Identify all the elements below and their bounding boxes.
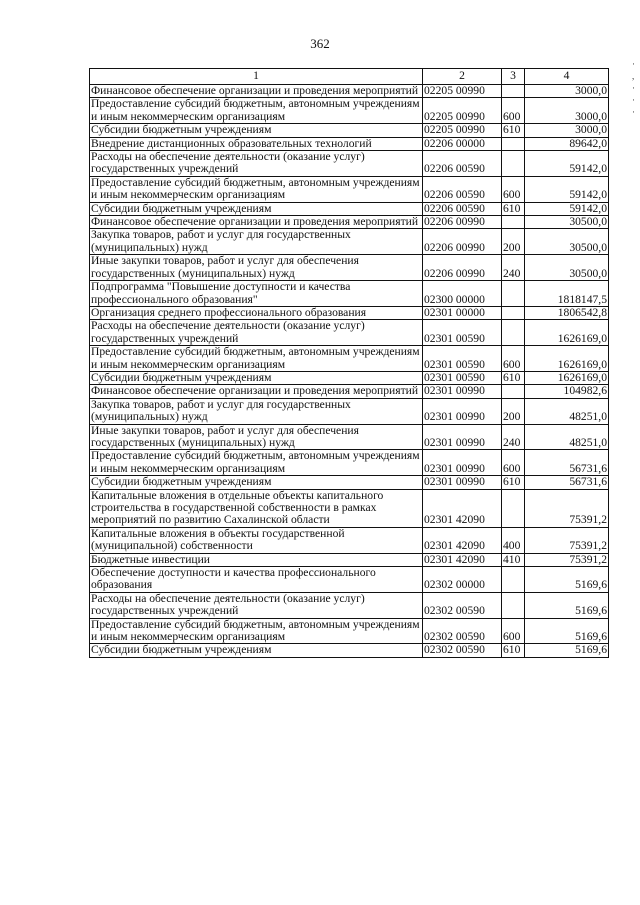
amount-cell: 30500,0	[525, 216, 609, 229]
target-code-cell: 02301 00990	[423, 450, 502, 476]
expense-name-cell: Обеспечение доступности и качества профессионального образования	[90, 567, 423, 593]
target-code-cell: 02301 00990	[423, 476, 502, 489]
expense-type-cell	[502, 137, 525, 150]
target-code-cell: 02301 00990	[423, 424, 502, 450]
table-row	[90, 489, 609, 527]
table-row	[90, 385, 609, 398]
table-row	[90, 176, 609, 202]
expense-name-cell: Внедрение дистанционных образовательных технологий	[90, 137, 423, 150]
expense-type-cell: 400	[502, 527, 525, 553]
table-row	[90, 476, 609, 489]
margin-marks: · , · · ·	[632, 59, 635, 117]
expense-type-cell: 610	[502, 476, 525, 489]
table-row	[90, 398, 609, 424]
amount-cell: 75391,2	[525, 527, 609, 553]
expense-type-cell	[502, 85, 525, 98]
expense-type-cell	[502, 592, 525, 618]
expense-name-cell: Капитальные вложения в отдельные объекты капитального строительства в государственной собственности в рамках мероприятий по развитию Сахалинской области	[90, 489, 423, 527]
expense-type-cell	[502, 151, 525, 177]
amount-cell: 5169,6	[525, 644, 609, 657]
amount-cell: 1818147,5	[525, 281, 609, 307]
column-header: 2	[423, 69, 502, 85]
expense-name-cell: Предоставление субсидий бюджетным, автономным учреждениям и иным некоммерческим организациям	[90, 176, 423, 202]
table-row	[90, 151, 609, 177]
amount-cell: 3000,0	[525, 124, 609, 137]
expense-name-cell: Субсидии бюджетным учреждениям	[90, 124, 423, 137]
expense-type-cell	[502, 567, 525, 593]
target-code-cell: 02302 00590	[423, 592, 502, 618]
amount-cell: 75391,2	[525, 489, 609, 527]
expense-type-cell: 600	[502, 346, 525, 372]
expense-type-cell	[502, 216, 525, 229]
budget-table	[89, 68, 609, 658]
expense-name-cell: Капитальные вложения в объекты государственной (муниципальной) собственности	[90, 527, 423, 553]
expense-type-cell: 610	[502, 124, 525, 137]
expense-name-cell: Предоставление субсидий бюджетным, автономным учреждениям и иным некоммерческим организациям	[90, 98, 423, 124]
amount-cell: 1806542,8	[525, 306, 609, 319]
amount-cell: 104982,6	[525, 385, 609, 398]
target-code-cell: 02206 00000	[423, 137, 502, 150]
amount-cell: 5169,6	[525, 592, 609, 618]
expense-name-cell: Субсидии бюджетным учреждениям	[90, 202, 423, 215]
target-code-cell: 02301 42090	[423, 553, 502, 566]
expense-name-cell: Финансовое обеспечение организации и проведения мероприятий	[90, 385, 423, 398]
expense-name-cell: Иные закупки товаров, работ и услуг для обеспечения государственных (муниципальных) нужд	[90, 424, 423, 450]
expense-type-cell	[502, 489, 525, 527]
amount-cell: 1626169,0	[525, 371, 609, 384]
target-code-cell: 02300 00000	[423, 281, 502, 307]
target-code-cell: 02206 00590	[423, 202, 502, 215]
expense-type-cell: 200	[502, 229, 525, 255]
target-code-cell: 02301 00990	[423, 398, 502, 424]
amount-cell: 30500,0	[525, 229, 609, 255]
table-row	[90, 320, 609, 346]
table-row	[90, 618, 609, 644]
expense-name-cell: Субсидии бюджетным учреждениям	[90, 371, 423, 384]
expense-type-cell: 610	[502, 371, 525, 384]
amount-cell: 48251,0	[525, 398, 609, 424]
target-code-cell: 02206 00990	[423, 229, 502, 255]
amount-cell: 48251,0	[525, 424, 609, 450]
target-code-cell: 02301 42090	[423, 489, 502, 527]
amount-cell: 89642,0	[525, 137, 609, 150]
expense-name-cell: Субсидии бюджетным учреждениям	[90, 644, 423, 657]
target-code-cell: 02205 00990	[423, 124, 502, 137]
table-row	[90, 124, 609, 137]
table-row	[90, 450, 609, 476]
expense-type-cell	[502, 281, 525, 307]
table-row	[90, 98, 609, 124]
table-row	[90, 424, 609, 450]
table-row	[90, 553, 609, 566]
column-header: 3	[502, 69, 525, 85]
expense-name-cell: Субсидии бюджетным учреждениям	[90, 476, 423, 489]
expense-name-cell: Предоставление субсидий бюджетным, автономным учреждениям и иным некоммерческим организациям	[90, 450, 423, 476]
target-code-cell: 02301 00000	[423, 306, 502, 319]
target-code-cell: 02206 00590	[423, 151, 502, 177]
expense-name-cell: Организация среднего профессионального образования	[90, 306, 423, 319]
amount-cell: 59142,0	[525, 151, 609, 177]
expense-name-cell: Расходы на обеспечение деятельности (оказание услуг) государственных учреждений	[90, 592, 423, 618]
table-row	[90, 567, 609, 593]
expense-name-cell: Расходы на обеспечение деятельности (оказание услуг) государственных учреждений	[90, 151, 423, 177]
expense-type-cell: 600	[502, 450, 525, 476]
expense-name-cell: Предоставление субсидий бюджетным, автономным учреждениям и иным некоммерческим организациям	[90, 346, 423, 372]
amount-cell: 3000,0	[525, 98, 609, 124]
expense-type-cell: 600	[502, 618, 525, 644]
amount-cell: 1626169,0	[525, 346, 609, 372]
amount-cell: 5169,6	[525, 567, 609, 593]
target-code-cell: 02301 00590	[423, 346, 502, 372]
table-row	[90, 306, 609, 319]
amount-cell: 59142,0	[525, 176, 609, 202]
amount-cell: 1626169,0	[525, 320, 609, 346]
column-header: 1	[90, 69, 423, 85]
table-row	[90, 255, 609, 281]
table-row	[90, 592, 609, 618]
target-code-cell: 02301 00590	[423, 371, 502, 384]
amount-cell: 3000,0	[525, 85, 609, 98]
target-code-cell: 02206 00990	[423, 255, 502, 281]
expense-type-cell: 610	[502, 644, 525, 657]
expense-name-cell: Закупка товаров, работ и услуг для государственных (муниципальных) нужд	[90, 398, 423, 424]
target-code-cell: 02301 00590	[423, 320, 502, 346]
target-code-cell: 02302 00590	[423, 644, 502, 657]
expense-type-cell: 600	[502, 176, 525, 202]
expense-name-cell: Расходы на обеспечение деятельности (оказание услуг) государственных учреждений	[90, 320, 423, 346]
expense-name-cell: Финансовое обеспечение организации и проведения мероприятий	[90, 85, 423, 98]
target-code-cell: 02206 00590	[423, 176, 502, 202]
target-code-cell: 02302 00000	[423, 567, 502, 593]
target-code-cell: 02302 00590	[423, 618, 502, 644]
expense-name-cell: Закупка товаров, работ и услуг для государственных (муниципальных) нужд	[90, 229, 423, 255]
table-row	[90, 371, 609, 384]
expense-type-cell: 410	[502, 553, 525, 566]
expense-type-cell	[502, 306, 525, 319]
expense-name-cell: Финансовое обеспечение организации и проведения мероприятий	[90, 216, 423, 229]
expense-name-cell: Подпрограмма "Повышение доступности и качества профессионального образования"	[90, 281, 423, 307]
table-row	[90, 216, 609, 229]
table-header-row	[90, 69, 609, 85]
table-row	[90, 644, 609, 657]
amount-cell: 59142,0	[525, 202, 609, 215]
target-code-cell: 02301 00990	[423, 385, 502, 398]
target-code-cell: 02206 00990	[423, 216, 502, 229]
amount-cell: 5169,6	[525, 618, 609, 644]
amount-cell: 56731,6	[525, 450, 609, 476]
target-code-cell: 02205 00990	[423, 85, 502, 98]
table-row	[90, 85, 609, 98]
page-number: 362	[310, 36, 330, 51]
table-row	[90, 527, 609, 553]
table-row	[90, 281, 609, 307]
amount-cell: 75391,2	[525, 553, 609, 566]
expense-name-cell: Иные закупки товаров, работ и услуг для обеспечения государственных (муниципальных) нужд	[90, 255, 423, 281]
amount-cell: 56731,6	[525, 476, 609, 489]
expense-type-cell: 610	[502, 202, 525, 215]
expense-name-cell: Бюджетные инвестиции	[90, 553, 423, 566]
table-row	[90, 202, 609, 215]
expense-type-cell	[502, 320, 525, 346]
amount-cell: 30500,0	[525, 255, 609, 281]
target-code-cell: 02205 00990	[423, 98, 502, 124]
expense-type-cell	[502, 385, 525, 398]
target-code-cell: 02301 42090	[423, 527, 502, 553]
table-row	[90, 229, 609, 255]
expense-type-cell: 240	[502, 255, 525, 281]
table-row	[90, 346, 609, 372]
expense-type-cell: 240	[502, 424, 525, 450]
expense-type-cell: 200	[502, 398, 525, 424]
table-row	[90, 137, 609, 150]
column-header: 4	[525, 69, 609, 85]
expense-type-cell: 600	[502, 98, 525, 124]
expense-name-cell: Предоставление субсидий бюджетным, автономным учреждениям и иным некоммерческим организациям	[90, 618, 423, 644]
